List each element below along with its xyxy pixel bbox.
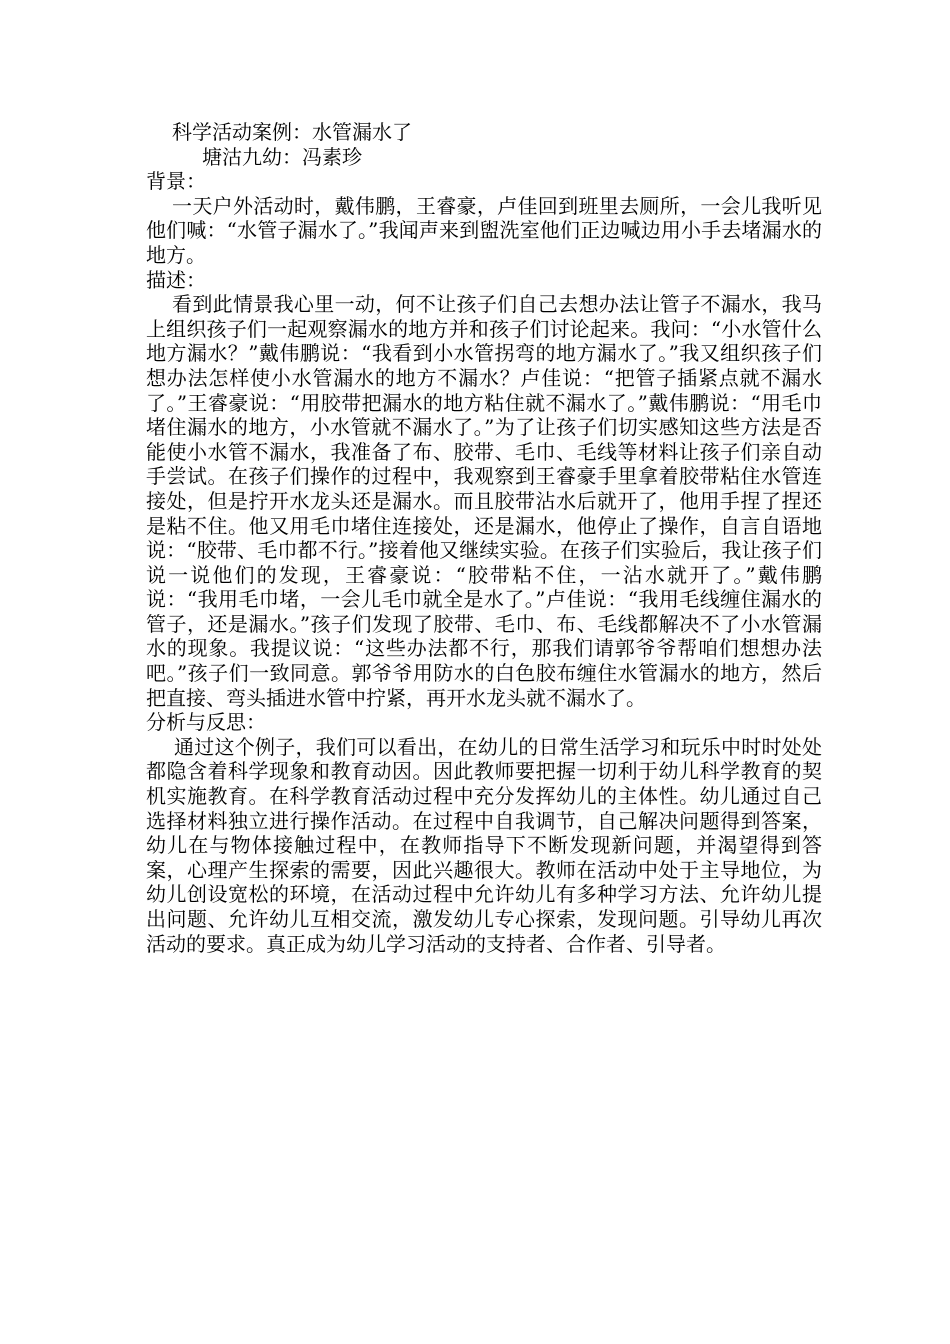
section-heading-analysis: 分析与反思：: [146, 710, 266, 735]
section-paragraph-description: 看到此情景我心里一动，何不让孩子们自己去想办法让管子不漏水，我马上组织孩子们一起观察漏水的地方并和孩子们讨论起来。我问：“小水管什么地方漏水？”戴伟鹏说：“我看到小水管拐弯的地方漏水了。”我又组织孩子们想办法怎样使小水管漏水的地方不漏水？卢佳说：“把管子插紧点就不漏水了。”王睿豪说：“用胶带把漏水的地方粘住就不漏水了。”戴伟鹏说：“用毛巾堵住漏水的地方，小水管就不漏水了。”为了让孩子们切实感知这些方法是否能使小水管不漏水，我准备了布、胶带、毛巾、毛线等材料让孩子们亲自动手尝试。在孩子们操作的过程中，我观察到王睿豪手里拿着胶带粘住水管连接处，但是拧开水龙头还是漏水。而且胶带沾水后就开了，他用手捏了捏还是粘不住。他又用毛巾堵住连接处，还是漏水，他停止了操作，自言自语地说：“胶带、毛巾都不行。”接着他又继续实验。在孩子们实验后，我让孩子们说一说他们的发现，王睿豪说：“胶带粘不住，一沾水就开了。”戴伟鹏说：“我用毛巾堵，一会儿毛巾就全是水了。”卢佳说：“我用毛线缠住漏水的管子，还是漏水。”孩子们发现了胶带、毛巾、布、毛线都解决不了小水管漏水的现象。我提议说：“这些办法都不行，那我们请郭爷爷帮咱们想想办法吧。”孩子们一致同意。郭爷爷用防水的白色胶布缠住水管漏水的地方，然后把直接、弯头插进水管中拧紧，再开水龙头就不漏水了。: [146, 292, 822, 710]
section-paragraph-analysis: 通过这个例子，我们可以看出，在幼儿的日常生活学习和玩乐中时时处处都隐含着科学现象和教育动因。因此教师要把握一切利于幼儿科学教育的契机实施教育。在科学教育活动过程中充分发挥幼儿的主体性。幼儿通过自己选择材料独立进行操作活动。在过程中自我调节，自己解决问题得到答案，幼儿在与物体接触过程中，在教师指导下不断发现新问题，并渴望得到答案，心理产生探索的需要，因此兴趣很大。教师在活动中处于主导地位，为幼儿创设宽松的环境，在活动过程中允许幼儿有多种学习方法、允许幼儿提出问题、允许幼儿互相交流，激发幼儿专心探索，发现问题。引导幼儿再次活动的要求。真正成为幼儿学习活动的支持者、合作者、引导者。: [146, 734, 822, 956]
section-heading-background: 背景：: [146, 169, 206, 194]
document-title: 科学活动案例：水管漏水了: [172, 120, 412, 144]
document-page: [146, 120, 822, 956]
section-paragraph-background: 一天户外活动时，戴伟鹏，王睿豪，卢佳回到班里去厕所，一会儿我听见他们喊：“水管子漏水了。”我闻声来到盥洗室他们正边喊边用小手去堵漏水的地方。: [146, 193, 822, 267]
author-line: 塘沽九幼：冯素珍: [202, 144, 362, 169]
section-heading-description: 描述：: [146, 267, 206, 292]
